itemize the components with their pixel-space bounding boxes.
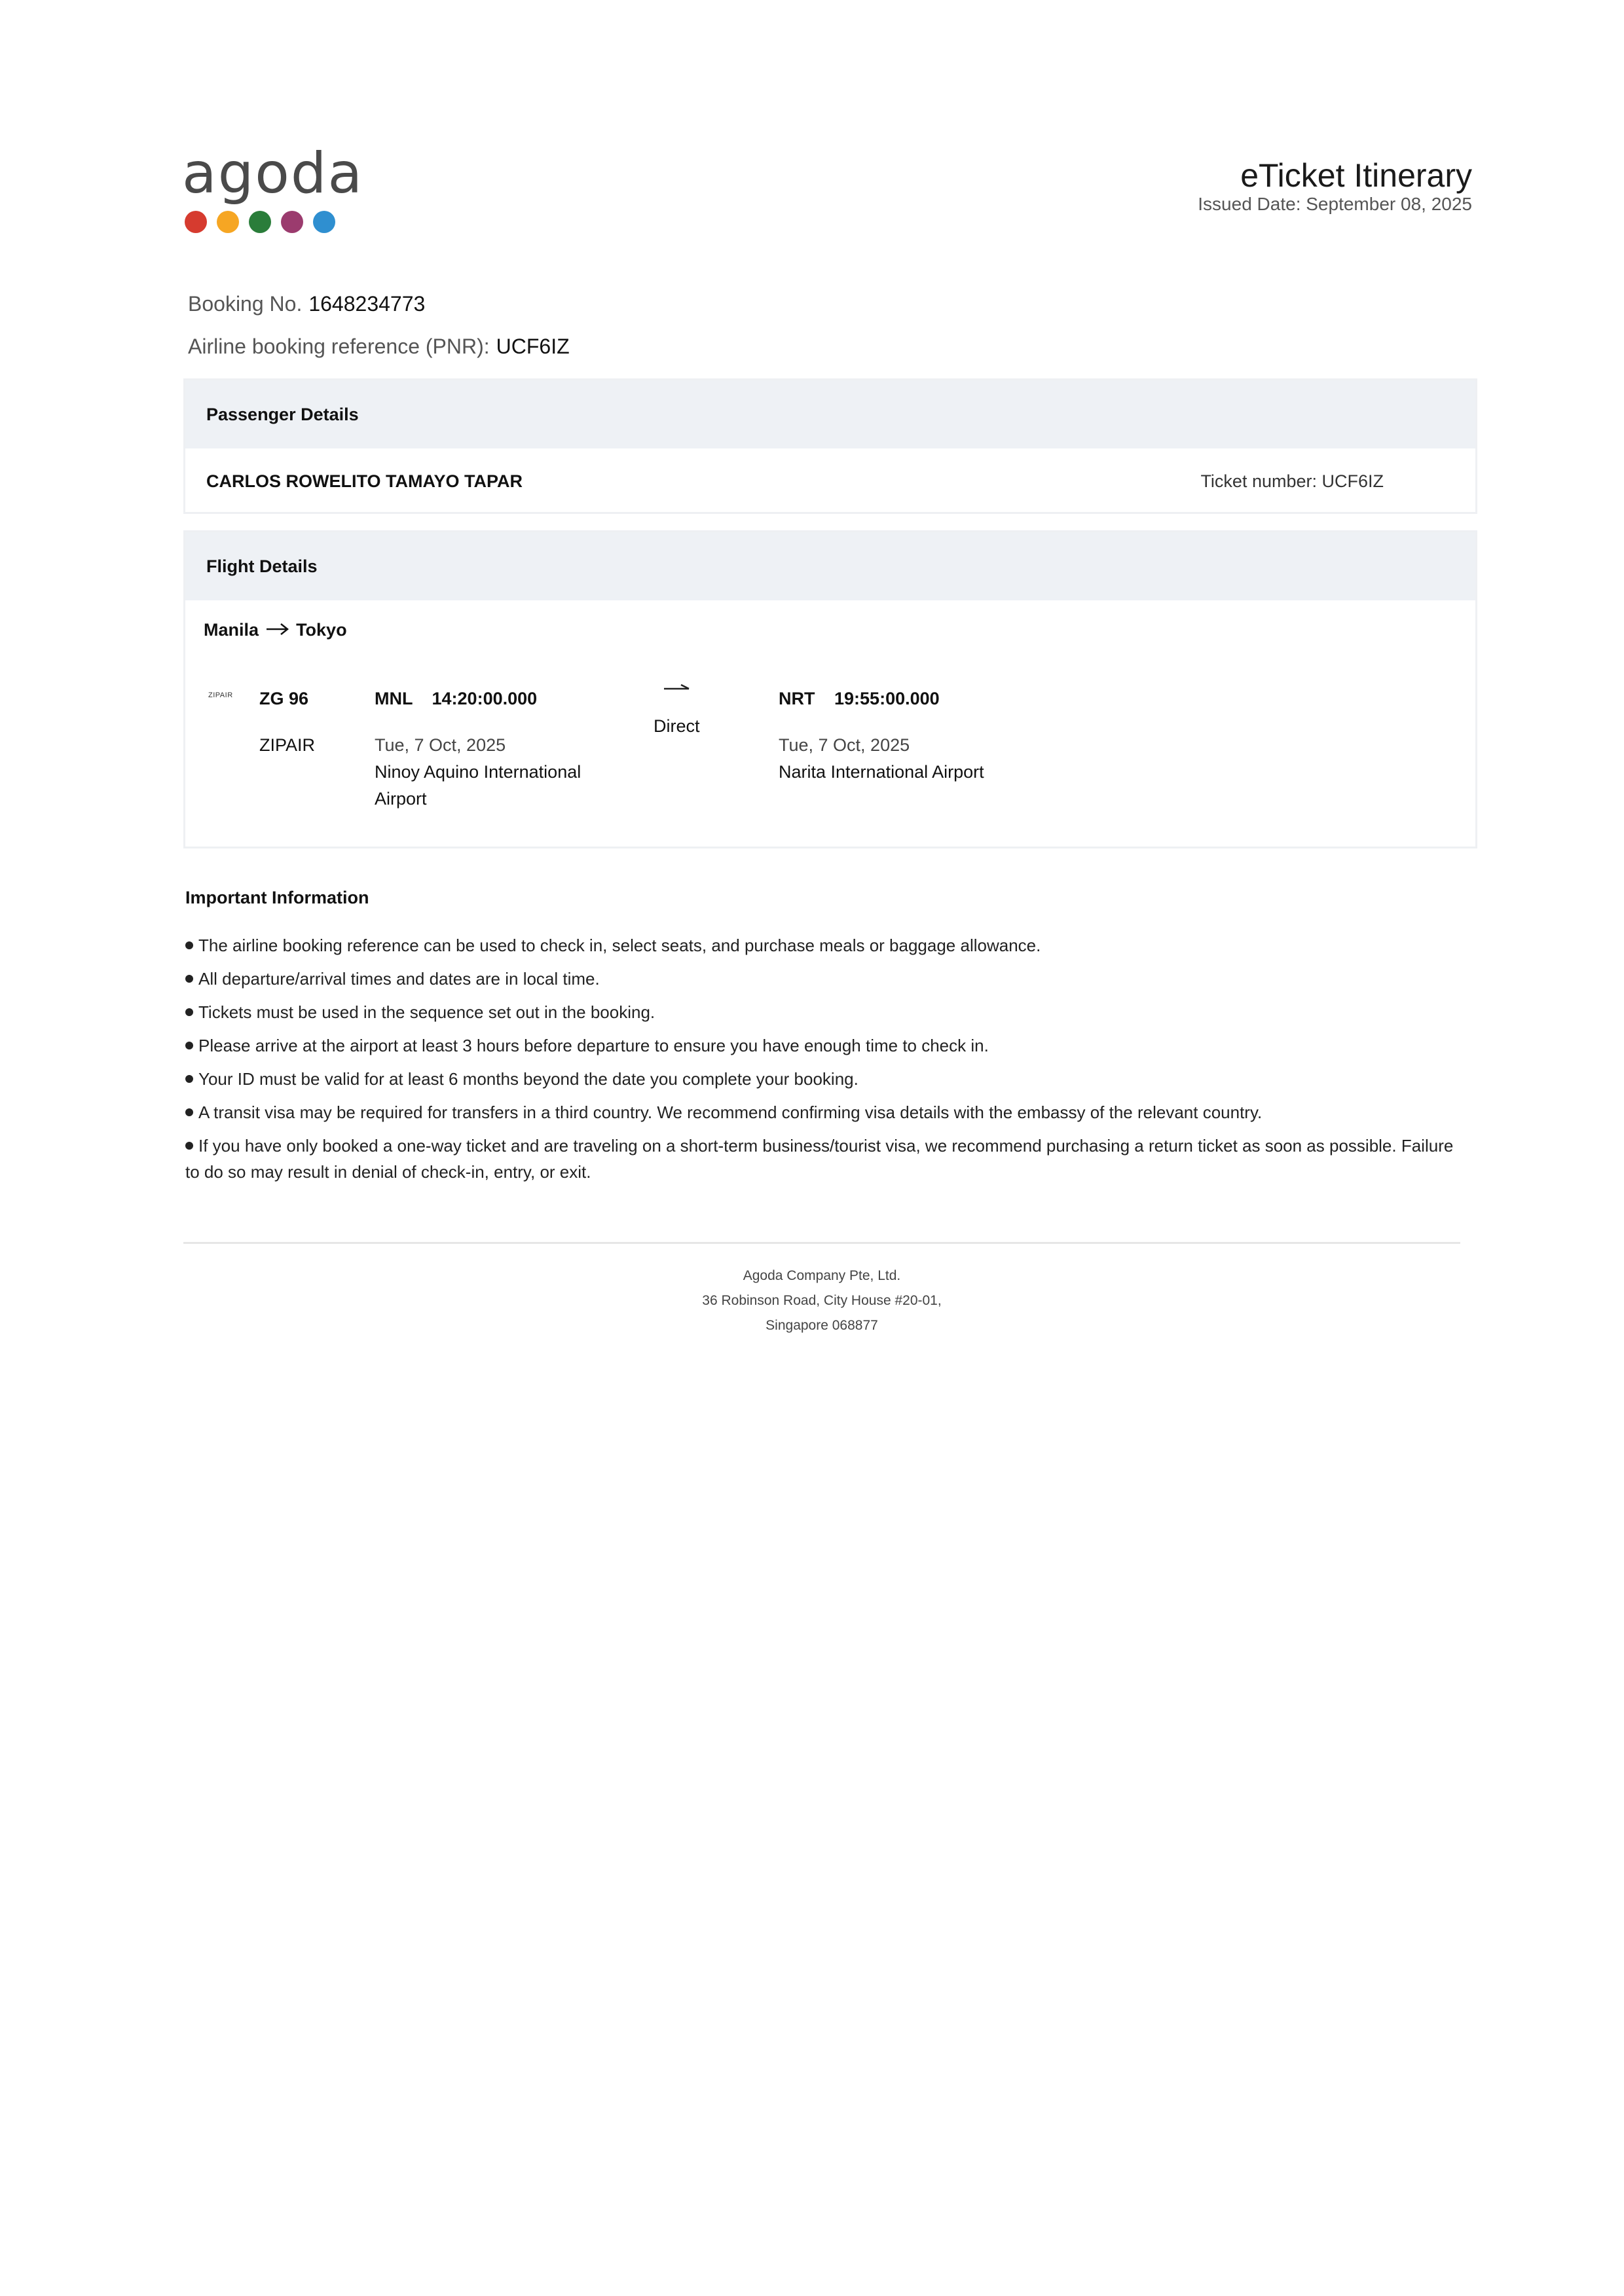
document-title-block (1198, 157, 1472, 215)
booking-number-line (188, 292, 425, 316)
arrival-date: Tue, 7 Oct, 2025 (779, 735, 910, 755)
pnr-line (188, 335, 570, 359)
pnr-label: Airline booking reference (PNR): (188, 335, 490, 358)
bullet-icon (185, 1142, 193, 1150)
route-title (204, 620, 347, 640)
booking-number: 1648234773 (308, 292, 426, 316)
ticket-number: Ticket number: UCF6IZ (1200, 471, 1384, 491)
bullet-icon (185, 1008, 193, 1016)
passenger-row (185, 448, 1475, 514)
arrow-right-icon (265, 620, 290, 640)
flight-number: ZG 96 (259, 689, 309, 708)
important-info-heading: Important Information (185, 888, 369, 907)
arrival-code: NRT (779, 689, 815, 708)
flight-details-heading: Flight Details (185, 532, 1475, 600)
logo-dot-red (185, 211, 207, 233)
agoda-logo (182, 141, 364, 237)
bullet-icon (185, 1075, 193, 1083)
bullet-icon (185, 1042, 193, 1049)
issued-date: Issued Date: September 08, 2025 (1198, 194, 1472, 214)
company-name: Agoda Company Pte, Ltd. (743, 1268, 901, 1283)
departure-code: MNL (375, 689, 413, 708)
info-item: Your ID must be valid for at least 6 months beyond the date you complete your booking. (185, 1066, 1469, 1092)
info-item: Tickets must be used in the sequence set out in the booking. (185, 999, 1469, 1025)
airline-name: ZIPAIR (259, 735, 316, 755)
company-footer (0, 1264, 1624, 1338)
logo-dot-blue (313, 211, 335, 233)
bullet-icon (185, 941, 193, 949)
info-item: Please arrive at the airport at least 3 hours before departure to ensure you have enough time to check in. (185, 1032, 1469, 1059)
departure-time-line (375, 689, 537, 709)
info-item: The airline booking reference can be used to check in, select seats, and purchase meals or baggage allowance. (185, 932, 1469, 958)
passenger-name: CARLOS ROWELITO TAMAYO TAPAR (206, 471, 523, 491)
company-address: 36 Robinson Road, City House #20-01, (702, 1293, 942, 1308)
departure-airport-line-1: Ninoy Aquino International (375, 762, 581, 782)
footer-divider (183, 1242, 1460, 1244)
departure-time: 14:20:00.000 (432, 689, 538, 708)
bullet-icon (185, 975, 193, 983)
important-info-list (185, 932, 1469, 1192)
logo-dot-purple (281, 211, 303, 233)
arrival-time: 19:55:00.000 (834, 689, 940, 708)
departure-airport-line-2: Airport (375, 789, 427, 809)
route-from: Manila (204, 620, 259, 640)
arrival-time-line (779, 689, 940, 709)
company-city: Singapore 068877 (766, 1318, 878, 1333)
info-item: All departure/arrival times and dates are in local time. (185, 966, 1469, 992)
airline-logo: ZIPAIR (208, 691, 233, 699)
plane-direction-icon (663, 682, 690, 696)
passenger-details-heading: Passenger Details (185, 380, 1475, 448)
passenger-details-section (183, 378, 1477, 514)
logo-dot-orange (217, 211, 239, 233)
info-item: If you have only booked a one-way ticket and are traveling on a short-term business/tourist visa, we recommend purchasing a return ticket as soon as possible. Failure to do so may result in denial of check-in, entry, or exit. (185, 1136, 1454, 1182)
document-title: eTicket Itinerary (1240, 157, 1472, 194)
route-to: Tokyo (296, 620, 347, 640)
arrival-airport: Narita International Airport (779, 762, 984, 782)
logo-dots (182, 211, 352, 233)
departure-date: Tue, 7 Oct, 2025 (375, 735, 506, 755)
logo-wordmark: agoda (182, 141, 364, 206)
booking-number-label: Booking No. (188, 292, 303, 316)
bullet-icon (185, 1108, 193, 1116)
stops-label: Direct (654, 716, 700, 736)
logo-dot-green (249, 211, 271, 233)
pnr-value: UCF6IZ (496, 335, 570, 358)
info-item: A transit visa may be required for transfers in a third country. We recommend confirming visa details with the embassy of the relevant country. (185, 1099, 1469, 1125)
